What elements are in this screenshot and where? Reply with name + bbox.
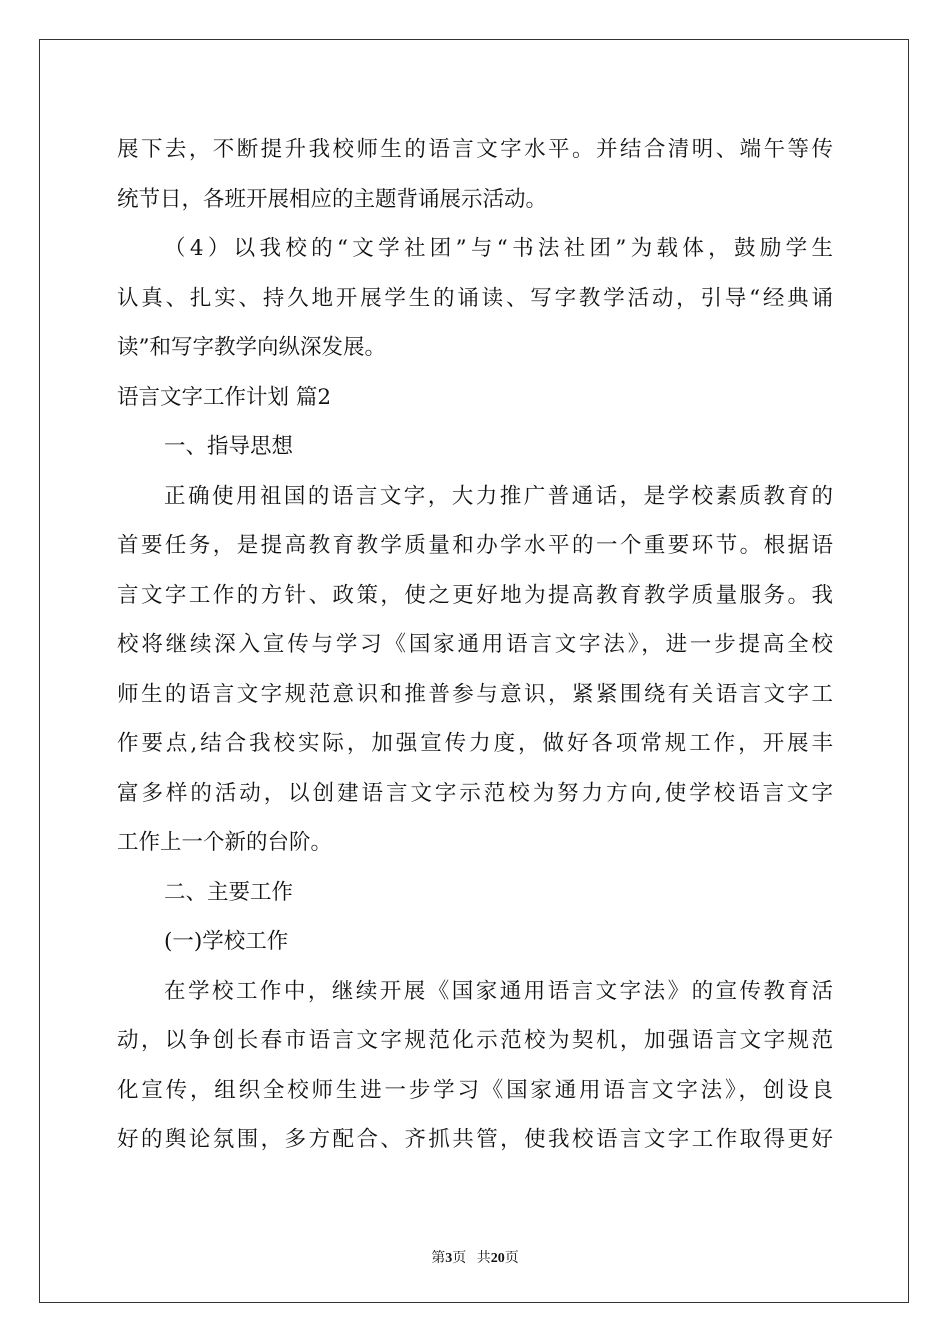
text-line: 首要任务，是提高教育教学质量和办学水平的一个重要环节。根据语 [117,533,833,558]
footer-total-suffix: 页 [504,1251,519,1266]
text-line: 动，以争创长春市语言文字规范化示范校为契机，加强语言文字规范 [117,1028,833,1053]
text-line: 在学校工作中，继续开展《国家通用语言文字法》的宣传教育活 [164,978,833,1004]
text-line: 工作上一个新的台阶。 [117,830,333,855]
footer-page-number: 3 [445,1251,453,1266]
text-line: 统节日，各班开展相应的主题背诵展示活动。 [117,186,548,212]
text-line: (一)学校工作 [164,929,289,954]
text-line: 展下去，不断提升我校师生的语言文字水平。并结合清明、端午等传 [117,137,833,162]
footer-prefix: 第 [431,1251,446,1266]
text-line: 富多样的活动，以创建语言文字示范校为努力方向,使学校语言文字 [117,780,833,806]
page-footer [0,1247,950,1267]
text-line: 言文字工作的方针、政策，使之更好地为提高教育教学质量服务。我 [117,582,833,608]
text-line: 化宣传，组织全校师生进一步学习《国家通用语言文字法》，创设良 [117,1077,833,1103]
text-line: 二、主要工作 [164,879,294,905]
text-line: 认真、扎实、持久地开展学生的诵读、写字教学活动，引导“经典诵 [117,285,833,311]
footer-total-pages: 20 [490,1251,505,1266]
document-body [117,125,833,1165]
text-line: 师生的语言文字规范意识和推普参与意识，紧紧围绕有关语言文字工 [117,681,833,707]
text-line: 正确使用祖国的语言文字，大力推广普通话，是学校素质教育的 [164,483,833,509]
text-line: 好的舆论氛围，多方配合、齐抓共管，使我校语言文字工作取得更好 [117,1127,833,1152]
text-line: 作要点,结合我校实际，加强宣传力度，做好各项常规工作，开展丰 [117,731,833,756]
text-line: 校将继续深入宣传与学习《国家通用语言文字法》，进一步提高全校 [117,632,833,657]
text-line: 读”和写字教学向纵深发展。 [117,335,386,360]
text-line: 一、指导思想 [164,434,294,459]
footer-total-prefix: 共 [476,1251,491,1266]
footer-page-suffix: 页 [452,1251,467,1266]
text-line: 语言文字工作计划 篇2 [117,384,332,410]
text-line: （4）以我校的“文学社团”与“书法社团”为载体，鼓励学生 [164,236,833,261]
